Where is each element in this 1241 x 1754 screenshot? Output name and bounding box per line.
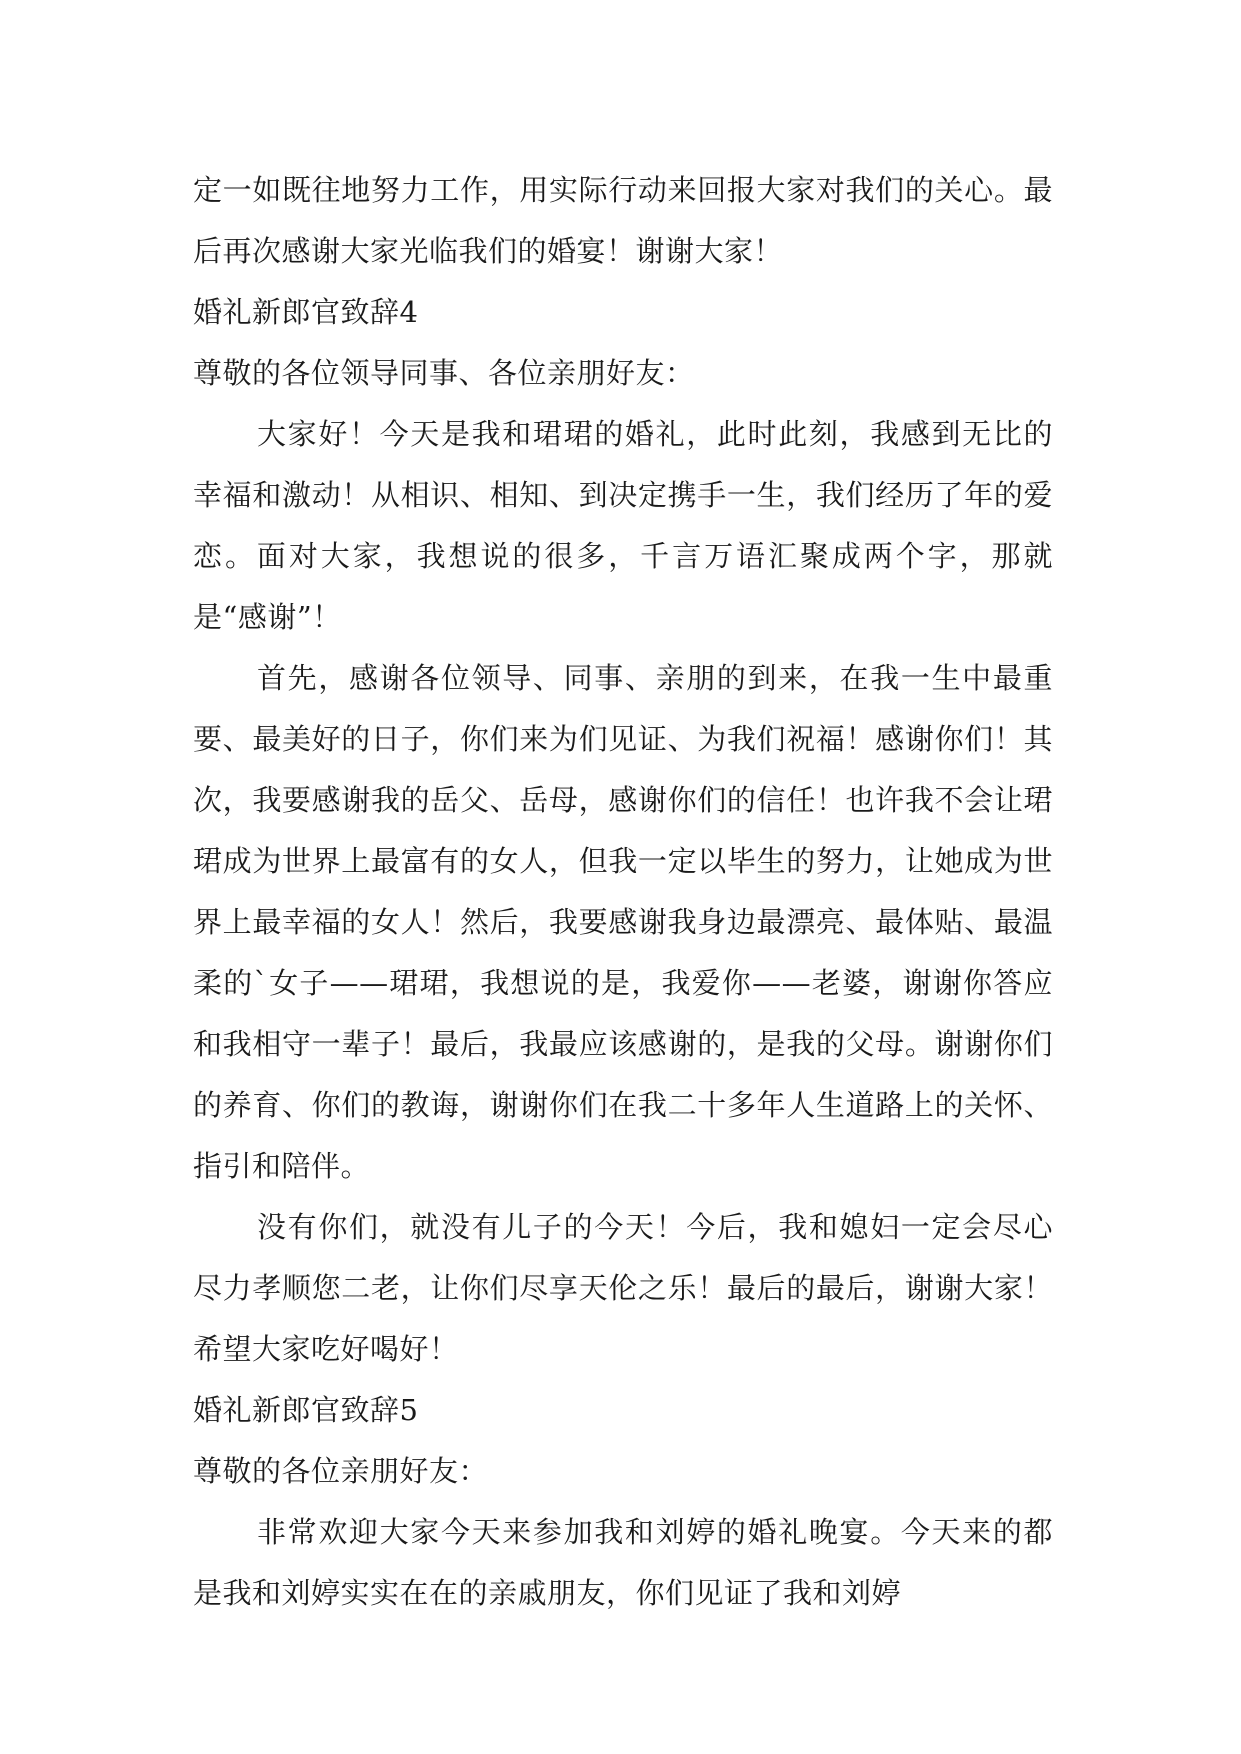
paragraph: 首先，感谢各位领导、同事、亲朋的到来，在我一生中最重要、最美好的日子，你们来为们见证、为我们祝福！感谢你们！其次，我要感谢我的岳父、岳母，感谢你们的信任！也许我不会让珺珺成为世界上最富有的女人，但我一定以毕生的努力，让她成为世界上最幸福的女人！然后，我要感谢我身边最漂亮、最体贴、最温柔的`女子——珺珺，我想说的是，我爱你——老婆，谢谢你答应和我相守一辈子！最后，我最应该感谢的，是我的父母。谢谢你们的养育、你们的教诲，谢谢你们在我二十多年人生道路上的关怀、指引和陪伴。 (193, 661, 1053, 1183)
paragraph: 大家好！今天是我和珺珺的婚礼，此时此刻，我感到无比的幸福和激动！从相识、相知、到决定携手一生，我们经历了年的爱恋。面对大家，我想说的很多，千言万语汇聚成两个字，那就是“感谢”！ (193, 417, 1053, 634)
section-heading-5: 婚礼新郎官致辞5 (193, 1393, 419, 1427)
paragraph: 非常欢迎大家今天来参加我和刘婷的婚礼晚宴。今天来的都是我和刘婷实实在在的亲戚朋友，你们见证了我和刘婷 (193, 1515, 1053, 1610)
salutation: 尊敬的各位领导同事、各位亲朋好友： (193, 356, 695, 390)
paragraph-continuation: 定一如既往地努力工作，用实际行动来回报大家对我们的关心。最后再次感谢大家光临我们的婚宴！谢谢大家！ (193, 173, 1053, 268)
document-page (193, 160, 1053, 1624)
salutation: 尊敬的各位亲朋好友： (193, 1454, 489, 1488)
paragraph: 没有你们，就没有儿子的今天！今后，我和媳妇一定会尽心尽力孝顺您二老，让你们尽享天伦之乐！最后的最后，谢谢大家！希望大家吃好喝好！ (193, 1210, 1053, 1366)
section-heading-4: 婚礼新郎官致辞4 (193, 295, 419, 329)
